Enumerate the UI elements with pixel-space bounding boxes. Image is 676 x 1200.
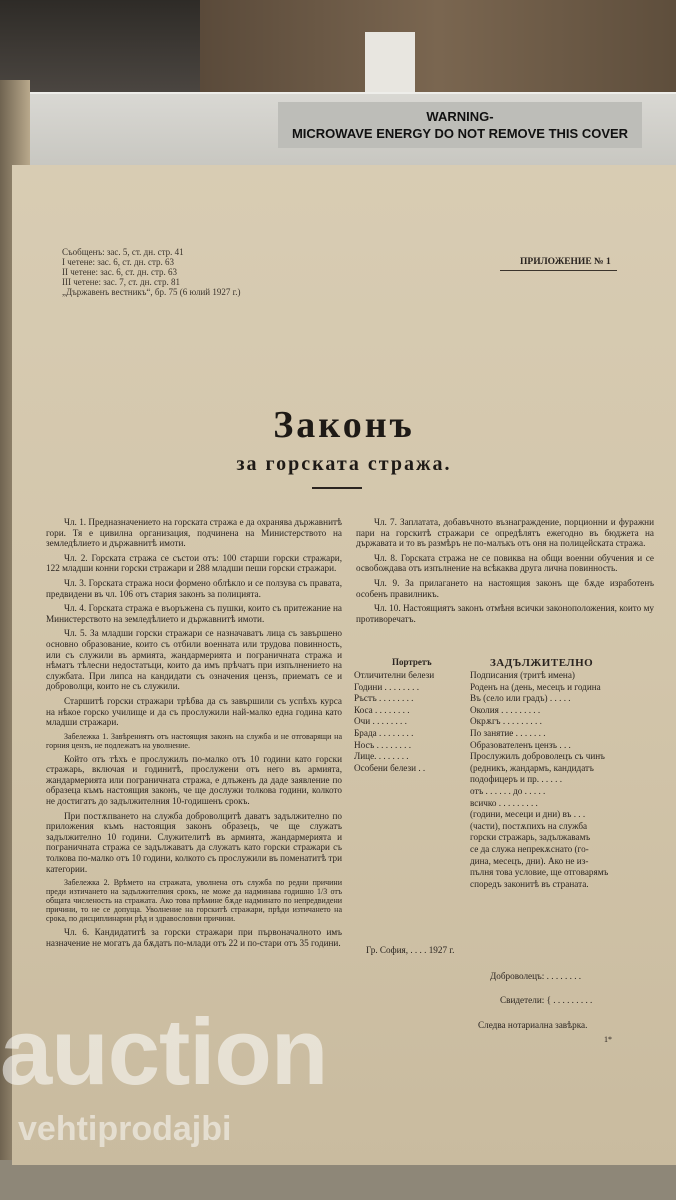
form-field-line: Околия . . . . . . . . . bbox=[470, 704, 541, 715]
form-field-label: Очи . . . . . . . . bbox=[354, 716, 407, 727]
appendix-label: ПРИЛОЖЕНИЕ № 1 bbox=[500, 257, 617, 271]
article-paragraph: Чл. 10. Настоящиятъ законъ отмѣня всички законоположения, които му противоречатъ. bbox=[356, 603, 654, 624]
form-field-line: Подписания (тритѣ имена) bbox=[470, 670, 575, 680]
warning-label bbox=[278, 102, 642, 148]
right-column bbox=[356, 517, 654, 628]
notary-note: Следва нотариална завѣрка. bbox=[478, 1020, 588, 1030]
form-field-line: (години, месеци и дни) въ . . . bbox=[470, 809, 586, 820]
law-subtitle: за горската стража. bbox=[236, 453, 452, 475]
witnesses-signature-line: Свидетели: { . . . . . . . . . bbox=[500, 995, 593, 1005]
meta-line: I четене: зас. 6, ст. дн. стр. 63 bbox=[62, 257, 174, 267]
warning-line-2: MICROWAVE ENERGY DO NOT REMOVE THIS COVER bbox=[291, 126, 629, 141]
note-paragraph: Забележка 1. Завѣрениятъ отъ настоящия законъ на служба и не отговарящи на горния цензъ, не подлежатъ на уволнение. bbox=[46, 731, 342, 750]
article-paragraph: Чл. 6. Кандидатитѣ за горски стражари при първоначалното имъ назначение не могатъ да бѫдатъ по-млади отъ 22 и по-стари отъ 35 години. bbox=[46, 927, 342, 948]
article-paragraph: Старшитѣ горски стражари трѣбва да съ завършили съ успѣхъ курса на нѣкое горско училище и да съ прослужили най-малко една година като младши стражари. bbox=[46, 695, 342, 728]
form-field-label: Носъ . . . . . . . . bbox=[354, 739, 412, 750]
article-paragraph: При постѫпването на служба доброволцитѣ даватъ задължително по приложения къмъ настоящия законъ образецъ, че ще служатъ задължително 10 години. Служителитѣ въ армията, жандармерията и пограничната стража се задължаватъ да служатъ като горски стражари съ толкова по-малко отъ 10 години, колкото съ прослужили въ поменатитѣ три категории. bbox=[46, 810, 342, 874]
form-portrait-header: Портретъ bbox=[392, 657, 432, 667]
form-field-label: Особени белези . . bbox=[354, 762, 426, 773]
form-field-label: Коса . . . . . . . . bbox=[354, 704, 410, 715]
form-field-line: пълня това условие, ще отговарямъ bbox=[470, 867, 609, 878]
title-divider bbox=[312, 487, 362, 489]
form-field-line: По занятие . . . . . . . bbox=[470, 727, 546, 738]
form-field-line: споредъ законитѣ въ страната. bbox=[470, 878, 589, 889]
form-field-line: подофицеръ и пр. . . . . . bbox=[470, 774, 563, 785]
cardboard-box bbox=[200, 0, 676, 95]
form-field-line: Окрѫгъ . . . . . . . . . bbox=[470, 716, 542, 727]
article-paragraph: Чл. 8. Горската стража не се повиква на общи военни обучения и се освобождава отъ изпълнение на всѣкаква друга лична повинность. bbox=[356, 552, 654, 574]
article-paragraph: Чл. 3. Горската стража носи форменo облѣкло и се ползува съ правата, предвидени въ чл. 106 отъ стария законъ за полицията. bbox=[46, 577, 342, 599]
form-field-line: Образователенъ цензъ . . . bbox=[470, 739, 571, 750]
form-portrait-fields bbox=[354, 670, 470, 774]
form-field-line: се да служа непрекѫснато (го- bbox=[470, 843, 589, 854]
page-mark: 1* bbox=[604, 1035, 612, 1044]
form-obligation-header: ЗАДЪЛЖИТЕЛНО bbox=[490, 657, 594, 669]
left-column bbox=[46, 517, 342, 952]
form-field-line: (редникъ, жандармъ, кандидатъ bbox=[470, 762, 594, 773]
form-obligation-fields bbox=[470, 670, 658, 890]
form-field-line: (части), постѫпихъ на служба bbox=[470, 820, 588, 831]
article-paragraph: Чл. 2. Горската стража се състои отъ: 100 старши горски стражари, 122 младши конни горски стражари и 288 младши пеши горски стражари. bbox=[46, 552, 342, 574]
form-field-line: Прослужилъ доброволецъ съ чинъ bbox=[470, 751, 605, 762]
form-field-line: отъ . . . . . . до . . . . . bbox=[470, 785, 546, 796]
article-paragraph: Чл. 1. Предназначението на горската стража е да охранява държавнитѣ гори. Тя е цивилна организация, подчинена на Министерството на земледѣлието и държавнитѣ имоти. bbox=[46, 517, 342, 549]
volunteer-signature-line: Доброволецъ: . . . . . . . . bbox=[490, 971, 582, 981]
article-paragraph: Чл. 4. Горската стража е въоръжена съ пушки, които съ притежание на Министерството на земледѣлието и държавнитѣ имоти. bbox=[46, 603, 342, 624]
form-field-line: всичко . . . . . . . . . bbox=[470, 797, 538, 808]
publication-meta bbox=[62, 247, 241, 297]
form-field-line: горски стражарь, задължавамъ bbox=[470, 832, 591, 843]
table-surface bbox=[0, 1160, 676, 1200]
place-date: Гр. София, . . . . 1927 г. bbox=[366, 945, 455, 955]
law-title: Законъ bbox=[273, 404, 415, 446]
meta-line: II четене: зас. 6, ст. дн. стр. 63 bbox=[62, 267, 177, 277]
article-paragraph: Който отъ тѣхъ е прослужилъ по-малко отъ 10 години като горски стражарь, включая и годинитѣ, прослужени отъ него въ армията, жандармерията или пограничната стража, е длъженъ да даде заявление по образеца къмъ настоящия законъ, че ще дослужи толкова години, колкото не достигатъ до задължителния 10-годишенъ срокъ. bbox=[46, 753, 342, 807]
meta-line: Съобщенъ: зас. 5, ст. дн. стр. 41 bbox=[62, 247, 184, 257]
form-field-label: Ръстъ . . . . . . . . bbox=[354, 693, 414, 704]
form-field-line: Въ (село или градъ) . . . . . bbox=[470, 693, 571, 704]
site-watermark: vehtiprodajbi bbox=[18, 1110, 232, 1148]
article-paragraph: Чл. 7. Заплатата, добавъчното възнаграждение, порционни и фуражни пари на горскитѣ стражари се опредѣлятъ ежегодно въ бюджета на държавата и то въ размѣръ не по-малъкъ отъ оня на полицейската стража. bbox=[356, 517, 654, 549]
article-paragraph: Чл. 9. За прилагането на настоящия законъ ще бѫде изработенъ особенъ правилникъ. bbox=[356, 577, 654, 599]
warning-line-1: WARNING- bbox=[426, 109, 494, 124]
meta-line: „Държавенъ вестникъ“, бр. 75 (6 юлий 1927 г.) bbox=[62, 287, 241, 297]
form-field-label: Лице. . . . . . . . bbox=[354, 751, 409, 762]
form-field-label: Отличителни белези bbox=[354, 670, 435, 680]
form-field-label: Години . . . . . . . . bbox=[354, 681, 420, 692]
form-field-label: Брада . . . . . . . . bbox=[354, 727, 414, 738]
article-paragraph: Чл. 5. За младши горски стражари се назначаватъ лица съ завършено основно образование, които съ отбили военната или трудова повинность, или съ служили въ армията, жандармерията и пограничната стража и нѣматъ тѣлесни недостатъци, които да имъ прѣчатъ при изпълнението на службата. При липса на кандидати съ означения цензъ, приематъ се и доброволци, които не съ служили. bbox=[46, 628, 342, 692]
form-field-line: Роденъ на (день, месецъ и година bbox=[470, 681, 601, 692]
form-field-line: дина, месецъ, дни). Ако не из- bbox=[470, 855, 589, 866]
note-paragraph: Забележка 2. Врѣмето на стражата, уволнена отъ служба по редни причини преди изтичането на задължителния срокъ, не може да надминава годишно 1/3 отъ общата численость на стражата. Ако това прѣмине бѫде надминато по непредвидени причини, то не се допуща. Уволнение на горскитѣ стражари, прѣди изтичането на срока, по дисциплинарни рѣд и здравословни причини. bbox=[46, 878, 342, 924]
meta-line: III четене: зас. 7, ст. дн. стр. 81 bbox=[62, 277, 180, 287]
auction-watermark: auction bbox=[0, 999, 328, 1104]
